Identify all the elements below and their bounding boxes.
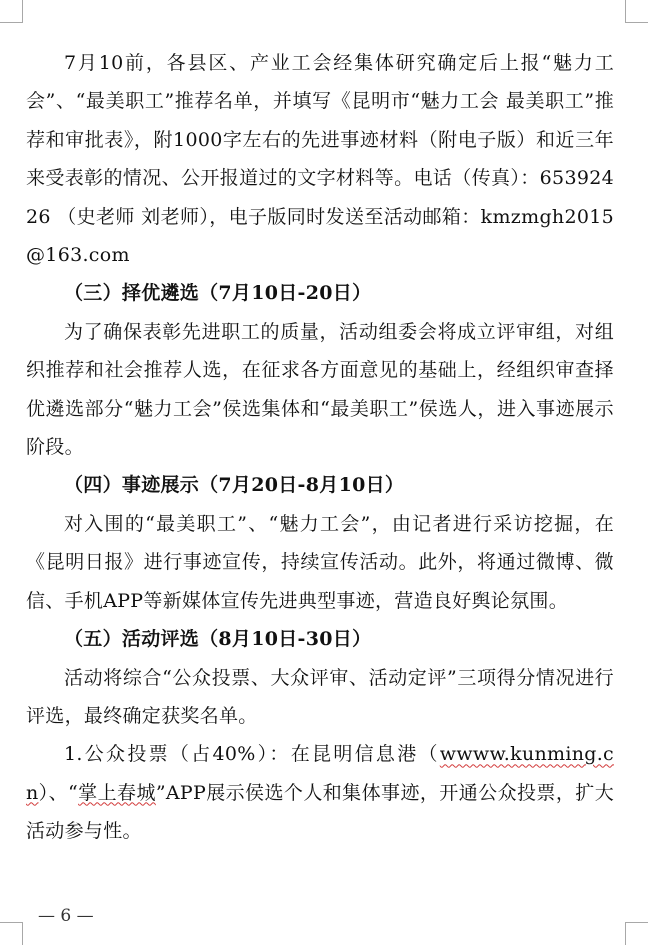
page-number: — 6 — [38,906,94,926]
paragraph-selection: 为了确保表彰先进职工的质量，活动组委会将成立评审组，对组织推荐和社会推荐人选，在征求各方面意见的基础上，经组织审查择优遴选部分“魅力工会”侯选集体和“最美职工”侯选人，进入事迹展示阶段。 [26,320,614,459]
section-heading-evaluation: （五）活动评选（8月10日-30日） [64,628,372,651]
paragraph-evaluation: 活动将综合“公众投票、大众评审、活动定评”三项得分情况进行评选，最终确定获奖名单。 [26,666,614,727]
section-heading-showcase: （四）事迹展示（7月20日-8月10日） [64,474,405,497]
paragraph-showcase: 对入围的“最美职工”、“魅力工会”，由记者进行采访挖掘，在《昆明日报》进行事迹宣传，持续宣传活动。此外，将通过微博、微信、手机APP等新媒体宣传先进典型事迹，营造良好舆论氛围。 [26,512,614,612]
crop-mark-top-right [625,0,648,23]
public-vote-suffix: ”APP展示侯选个人和集体事迹，开通公众投票，扩大活动参与性。 [26,781,614,843]
crop-mark-top-left [0,0,23,23]
crop-mark-bottom-left [0,922,23,945]
public-vote-prefix: 1.公众投票（占40%）：在昆明信息港（ [64,743,440,766]
app-name: 掌上春城 [78,781,156,804]
crop-mark-bottom-right [625,922,648,945]
paragraph-public-vote [26,735,614,850]
page-content [26,44,614,851]
section-heading-selection: （三）择优遴选（7月10日-20日） [64,282,372,305]
paragraph-submission-details: 7月10前，各县区、产业工会经集体研究确定后上报“魅力工会”、“最美职工”推荐名单，并填写《昆明市“魅力工会 最美职工”推荐和审批表》，附1000字左右的先进事迹材料（附电子版）和近三年来受表彰的情况、公开报道过的文字材料等。电话（传真）：65392426 （史老师 刘老师），电子版同时发送至活动邮箱：kmzmgh2015@163.com [26,52,614,267]
public-vote-middle: ）、“ [38,781,79,804]
kunming-link[interactable]: wwww.kunming.cn [26,743,614,804]
